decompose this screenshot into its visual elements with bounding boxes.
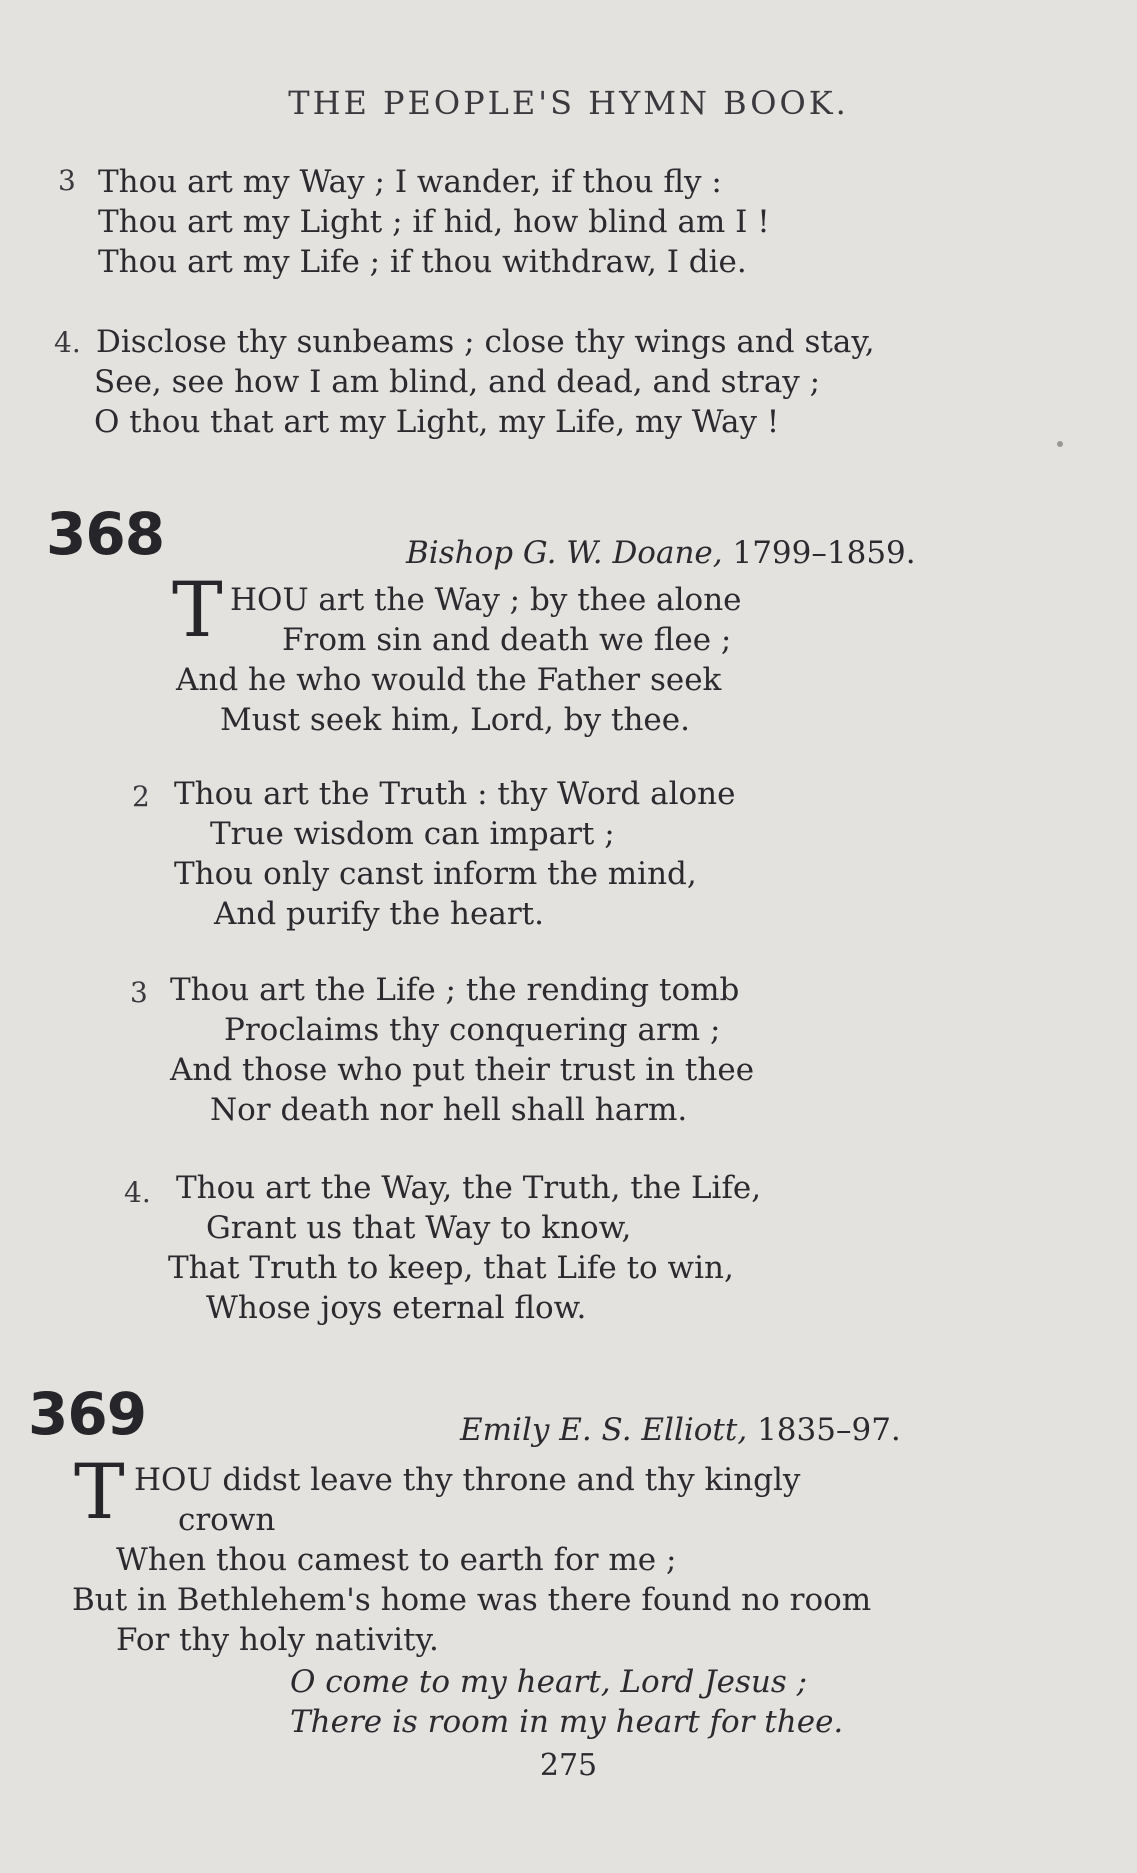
verse-line: HOU didst leave thy throne and thy kingly bbox=[134, 1462, 801, 1498]
verse bbox=[174, 774, 736, 934]
drop-cap: T bbox=[172, 565, 223, 654]
verse bbox=[72, 1540, 872, 1660]
verse-line: And he who would the Father seek bbox=[176, 662, 722, 698]
verse-number: 4. bbox=[54, 326, 81, 359]
author-name: Emily E. S. Elliott, bbox=[460, 1412, 748, 1448]
author-dates: 1835–97. bbox=[757, 1412, 901, 1448]
running-head: THE PEOPLE'S HYMN BOOK. bbox=[288, 84, 849, 122]
verse bbox=[134, 1460, 800, 1540]
verse-line: Thou art the Truth : thy Word alone bbox=[174, 776, 736, 812]
hymn-number: 368 bbox=[46, 500, 165, 568]
verse-line: Whose joys eternal flow. bbox=[206, 1290, 587, 1326]
hymn-author bbox=[460, 1412, 901, 1448]
verse bbox=[98, 162, 770, 282]
verse-line: And those who put their trust in thee bbox=[170, 1052, 755, 1088]
verse bbox=[170, 970, 754, 1130]
verse-line: Must seek him, Lord, by thee. bbox=[220, 702, 690, 738]
refrain bbox=[290, 1662, 843, 1742]
verse-line: And purify the heart. bbox=[214, 896, 544, 932]
verse-line: Grant us that Way to know, bbox=[206, 1210, 632, 1246]
verse-line: Proclaims thy conquering arm ; bbox=[224, 1012, 721, 1048]
verse-line: Thou only canst inform the mind, bbox=[174, 856, 697, 892]
verse-number: 2 bbox=[132, 780, 150, 813]
verse bbox=[96, 322, 875, 442]
verse-line: Thou art my Life ; if thou withdraw, I die. bbox=[98, 244, 747, 280]
drop-cap: T bbox=[74, 1447, 125, 1536]
author-dates: 1799–1859. bbox=[732, 535, 916, 571]
verse-number: 3 bbox=[58, 164, 76, 197]
verse-line: That Truth to keep, that Life to win, bbox=[168, 1250, 734, 1286]
verse bbox=[176, 660, 721, 740]
hymn-number: 369 bbox=[28, 1380, 147, 1448]
verse-line: crown bbox=[178, 1502, 276, 1538]
verse-line: Disclose thy sunbeams ; close thy wings and stay, bbox=[96, 324, 875, 360]
verse-number: 3 bbox=[130, 976, 148, 1009]
verse-line: Nor death nor hell shall harm. bbox=[210, 1092, 688, 1128]
page-number: 275 bbox=[539, 1748, 598, 1783]
verse-line: When thou camest to earth for me ; bbox=[116, 1542, 677, 1578]
verse-line: From sin and death we flee ; bbox=[282, 622, 732, 658]
verse bbox=[168, 1168, 762, 1328]
hymn-author bbox=[406, 535, 916, 571]
verse-line: True wisdom can impart ; bbox=[210, 816, 615, 852]
verse-line: O thou that art my Light, my Life, my Way ! bbox=[94, 404, 780, 440]
verse-number: 4. bbox=[124, 1176, 151, 1209]
verse-line: Thou art the Way, the Truth, the Life, bbox=[176, 1170, 762, 1206]
verse-line: For thy holy nativity. bbox=[116, 1622, 439, 1658]
verse bbox=[230, 580, 742, 660]
refrain-line: There is room in my heart for thee. bbox=[290, 1704, 844, 1740]
verse-line: See, see how I am blind, and dead, and stray ; bbox=[94, 364, 821, 400]
verse-line: HOU art the Way ; by thee alone bbox=[230, 582, 742, 618]
verse-line: But in Bethlehem's home was there found no room bbox=[72, 1582, 872, 1618]
author-name: Bishop G. W. Doane, bbox=[406, 535, 723, 571]
ink-speck bbox=[1057, 441, 1063, 447]
verse-line: Thou art the Life ; the rending tomb bbox=[170, 972, 740, 1008]
verse-line: Thou art my Way ; I wander, if thou fly : bbox=[98, 164, 722, 200]
verse-line: Thou art my Light ; if hid, how blind am I ! bbox=[98, 204, 770, 240]
refrain-line: O come to my heart, Lord Jesus ; bbox=[290, 1664, 808, 1700]
